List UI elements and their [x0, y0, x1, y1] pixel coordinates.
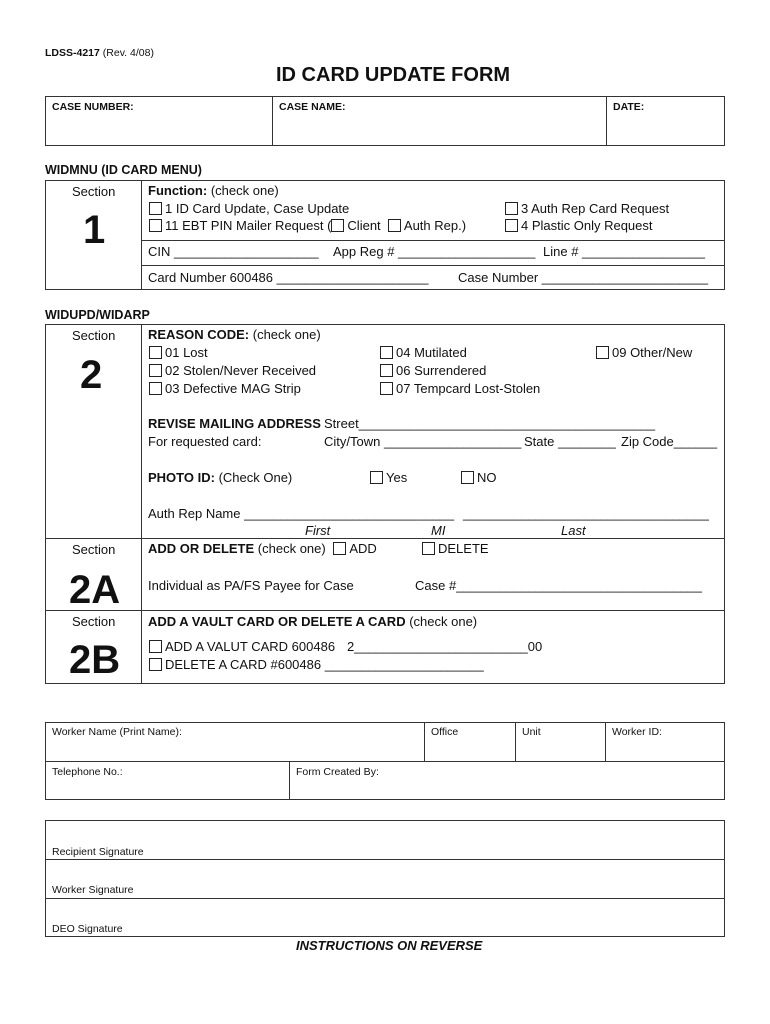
reason-02-checkbox[interactable] — [149, 364, 162, 377]
revise-address-label: REVISE MAILING ADDRESS — [148, 416, 321, 431]
reason-02-label: 02 Stolen/Never Received — [165, 363, 317, 378]
date-field[interactable] — [613, 116, 721, 142]
divider — [515, 722, 516, 761]
street-field[interactable]: Street_________________________________________ — [324, 416, 656, 431]
auth-rep-mi-field[interactable]: _____ — [418, 506, 455, 521]
auth-rep-label: Auth Rep.) — [403, 218, 467, 233]
option-11 — [149, 218, 466, 233]
photo-yes-label: Yes — [386, 470, 408, 485]
divider — [141, 324, 142, 684]
form-code-text: LDSS-4217 — [45, 47, 100, 59]
page-title: ID CARD UPDATE FORM — [276, 64, 511, 86]
reason-code-hint: (check one) — [252, 327, 321, 342]
reason-06 — [380, 363, 486, 378]
deo-signature-label: DEO Signature — [52, 923, 123, 935]
client-checkbox[interactable] — [331, 219, 344, 232]
section2b-number: 2B — [69, 638, 121, 682]
add-vault-checkbox[interactable] — [149, 640, 162, 653]
section1-number: 1 — [83, 208, 106, 252]
function-header — [148, 183, 279, 198]
office-label: Office — [431, 726, 459, 738]
section2-label: Section — [72, 328, 116, 343]
reason-04-checkbox[interactable] — [380, 346, 393, 359]
state-field[interactable]: State ________ — [524, 434, 616, 449]
option-11-checkbox[interactable] — [149, 219, 162, 232]
section1-label: Section — [72, 184, 116, 199]
vault-hint: (check one) — [409, 614, 478, 629]
option-4-checkbox[interactable] — [505, 219, 518, 232]
case-number-field[interactable] — [52, 116, 267, 142]
reason-code-header — [148, 327, 321, 342]
photo-id-hint: (Check One) — [218, 470, 293, 485]
option-4 — [505, 218, 653, 233]
worker-signature-label: Worker Signature — [52, 884, 134, 896]
delete-option — [422, 541, 489, 556]
form-code — [45, 47, 154, 59]
function-label: Function: — [148, 183, 208, 198]
reason-03-checkbox[interactable] — [149, 382, 162, 395]
photo-no — [461, 470, 497, 485]
add-label: ADD — [349, 541, 377, 556]
add-checkbox[interactable] — [333, 542, 346, 555]
add-vault-field[interactable]: 2________________________00 — [347, 639, 543, 654]
zip-field[interactable]: Zip Code______ — [621, 434, 718, 449]
case-number-label: CASE NUMBER: — [52, 101, 134, 113]
reason-09-checkbox[interactable] — [596, 346, 609, 359]
option-1-label: 1 ID Card Update, Case Update — [165, 201, 350, 216]
delete-label: DELETE — [438, 541, 489, 556]
reason-06-checkbox[interactable] — [380, 364, 393, 377]
delete-card-label: DELETE A CARD #600486 ______________________ — [165, 657, 484, 672]
option-11-label: 11 EBT PIN Mailer Request ( — [165, 218, 332, 233]
reason-09-label: 09 Other/New — [612, 345, 693, 360]
case-hash-field[interactable]: Case #__________________________________ — [415, 578, 703, 593]
divider — [45, 761, 725, 762]
divider — [45, 898, 725, 899]
divider — [272, 96, 273, 146]
option-3-checkbox[interactable] — [505, 202, 518, 215]
auth-rep-checkbox[interactable] — [388, 219, 401, 232]
vault-header — [148, 614, 477, 629]
divider — [141, 240, 725, 241]
divider — [424, 722, 425, 761]
case-name-label: CASE NAME: — [279, 101, 346, 113]
city-field[interactable]: City/Town ___________________ — [324, 434, 522, 449]
case-number-field-s1[interactable]: Case Number _______________________ — [458, 270, 709, 285]
reason-04-label: 04 Mutilated — [396, 345, 467, 360]
divider — [141, 180, 142, 290]
option-1-checkbox[interactable] — [149, 202, 162, 215]
photo-id-header — [148, 470, 292, 485]
photo-id-label: PHOTO ID: — [148, 470, 215, 485]
reason-01-checkbox[interactable] — [149, 346, 162, 359]
divider — [45, 859, 725, 860]
for-requested-label: For requested card: — [148, 434, 262, 449]
option-3-label: 3 Auth Rep Card Request — [521, 201, 670, 216]
reason-01-label: 01 Lost — [165, 345, 208, 360]
section2a-number: 2A — [69, 568, 121, 612]
divider — [45, 610, 725, 611]
cin-field[interactable]: CIN ____________________ — [148, 244, 319, 259]
worker-id-label: Worker ID: — [612, 726, 662, 738]
delete-card-checkbox[interactable] — [149, 658, 162, 671]
photo-yes — [370, 470, 407, 485]
auth-rep-last-field[interactable]: __________________________________ — [463, 506, 709, 521]
section2-number: 2 — [80, 353, 103, 397]
option-4-label: 4 Plastic Only Request — [521, 218, 653, 233]
reason-07 — [380, 381, 540, 396]
photo-no-checkbox[interactable] — [461, 471, 474, 484]
date-label: DATE: — [613, 101, 645, 113]
signature-table — [45, 820, 725, 937]
section1-menu-title: WIDMNU (ID CARD MENU) — [45, 163, 202, 177]
divider — [606, 96, 607, 146]
option-1 — [149, 201, 349, 216]
add-delete-hint: (check one) — [257, 541, 326, 556]
reason-09 — [596, 345, 692, 360]
reason-04 — [380, 345, 467, 360]
reason-03-label: 03 Defective MAG Strip — [165, 381, 301, 396]
add-delete-header — [148, 541, 377, 556]
add-delete-label: ADD OR DELETE — [148, 541, 255, 556]
recipient-signature-label: Recipient Signature — [52, 846, 144, 858]
reason-02 — [149, 363, 316, 378]
form-revision: (Rev. 4/08) — [102, 47, 154, 59]
delete-checkbox[interactable] — [422, 542, 435, 555]
worker-name-label: Worker Name (Print Name): — [52, 726, 182, 738]
form-created-label: Form Created By: — [296, 766, 379, 778]
auth-rep-name-field[interactable]: Auth Rep Name ________________________ — [148, 506, 418, 521]
mi-label: MI — [431, 523, 446, 538]
telephone-label: Telephone No.: — [52, 766, 123, 778]
reason-06-label: 06 Surrendered — [396, 363, 487, 378]
divider — [289, 761, 290, 800]
vault-label: ADD A VAULT CARD OR DELETE A CARD — [148, 614, 406, 629]
divider — [45, 538, 725, 539]
photo-no-label: NO — [477, 470, 497, 485]
divider — [605, 722, 606, 761]
individual-payee-label: Individual as PA/FS Payee for Case — [148, 578, 354, 593]
reason-03 — [149, 381, 301, 396]
case-name-field[interactable] — [279, 116, 601, 142]
unit-label: Unit — [522, 726, 541, 738]
function-hint: (check one) — [210, 183, 279, 198]
divider — [141, 265, 725, 266]
line-field[interactable]: Line # _________________ — [543, 244, 705, 259]
delete-card-option — [149, 657, 484, 672]
section2b-label: Section — [72, 614, 116, 629]
option-3 — [505, 201, 669, 216]
section2-menu-title: WIDUPD/WIDARP — [45, 308, 150, 322]
reason-code-label: REASON CODE: — [148, 327, 250, 342]
reason-07-checkbox[interactable] — [380, 382, 393, 395]
client-label: Client — [347, 218, 381, 233]
add-vault-option — [149, 639, 335, 654]
last-label: Last — [561, 523, 586, 538]
instructions-note: INSTRUCTIONS ON REVERSE — [296, 938, 483, 953]
reason-01 — [149, 345, 208, 360]
section2a-label: Section — [72, 542, 116, 557]
card-number-field[interactable]: Card Number 600486 _____________________ — [148, 270, 429, 285]
first-label: First — [305, 523, 331, 538]
add-vault-label: ADD A VALUT CARD 600486 — [165, 639, 336, 654]
app-reg-field[interactable]: App Reg # ___________________ — [333, 244, 536, 259]
section2-box — [45, 324, 725, 684]
reason-07-label: 07 Tempcard Lost-Stolen — [396, 381, 541, 396]
photo-yes-checkbox[interactable] — [370, 471, 383, 484]
